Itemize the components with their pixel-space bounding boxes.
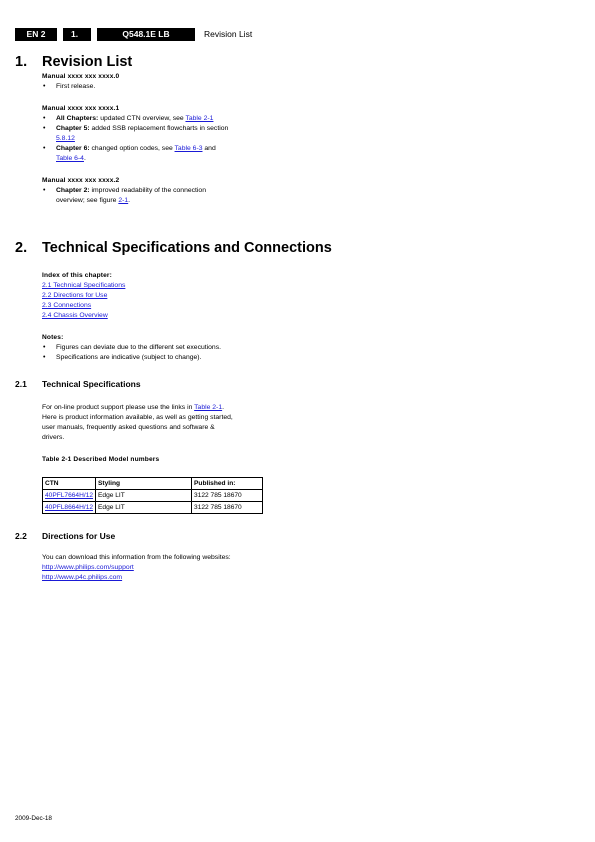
- revision-2-heading: Manual xxxx xxx xxxx.2: [42, 177, 120, 184]
- col-header-styling: Styling: [96, 478, 192, 490]
- page-code: EN 2: [26, 29, 46, 39]
- section-5-8-12-link[interactable]: 5.8.12: [56, 135, 75, 142]
- index-link-2-1[interactable]: 2.1 Technical Specifications: [42, 282, 126, 289]
- table-2-1-link[interactable]: Table 2-1: [194, 404, 223, 411]
- list-item: • First release.: [42, 82, 272, 92]
- table-6-4-link[interactable]: Table 6-4: [56, 155, 84, 162]
- table-cell: Edge LIT: [96, 502, 192, 514]
- figure-2-1-link[interactable]: 2-1: [118, 197, 129, 204]
- list-item: • All Chapters: updated CTN overview, see Table 2-1: [42, 114, 272, 124]
- p4c-philips-link[interactable]: http://www.p4c.philips.com: [42, 574, 123, 581]
- table-caption: Table 2-1 Described Model numbers: [42, 456, 160, 463]
- section1-title: Revision List: [42, 54, 133, 70]
- chapter-number: 1.: [71, 29, 79, 39]
- table-row: [43, 490, 263, 502]
- table-cell: 3122 785 18670: [192, 490, 263, 502]
- list-item: • Chapter 6: changed option codes, see Table 6-3 and Table 6-4.: [42, 144, 272, 164]
- section2-number: 2.: [15, 240, 28, 256]
- notes-heading: Notes:: [42, 334, 64, 341]
- chapter-number-badge: [63, 28, 91, 41]
- model-badge: [97, 28, 195, 41]
- page-code-badge: [15, 28, 57, 41]
- philips-support-link[interactable]: http://www.philips.com/support: [42, 564, 134, 571]
- section22-number: 2.2: [15, 531, 27, 541]
- list-item: • Specifications are indicative (subject to change).: [42, 353, 282, 363]
- index-link-2-4[interactable]: 2.4 Chassis Overview: [42, 312, 108, 319]
- support-paragraph: For on-line product support please use the links in Table 2-1. Here is product information available, as well as getting started, user manuals, frequently asked questions and software & drivers.: [42, 404, 233, 441]
- col-header-ctn: CTN: [43, 478, 96, 490]
- table-6-3-link[interactable]: Table 6-3: [174, 145, 203, 152]
- revision-1-heading: Manual xxxx xxx xxxx.1: [42, 105, 120, 112]
- list-item: • Chapter 5: added SSB replacement flowcharts in section 5.8.12: [42, 124, 272, 144]
- ctn-link[interactable]: 40PFL8664H/12: [45, 504, 94, 511]
- ctn-link[interactable]: 40PFL7664H/12: [45, 492, 94, 499]
- list-item: • Figures can deviate due to the different set executions.: [42, 343, 282, 353]
- header-title: Revision List: [204, 29, 253, 39]
- section22-title: Directions for Use: [42, 531, 116, 541]
- section2-title: Technical Specifications and Connections: [42, 240, 332, 256]
- index-heading: Index of this chapter:: [42, 272, 112, 279]
- section21-title: Technical Specifications: [42, 379, 141, 389]
- chapter-index: [42, 281, 125, 321]
- table-row: [43, 502, 263, 514]
- model-code: Q548.1E LB: [122, 29, 170, 39]
- table-header-row: [43, 478, 263, 490]
- footer-date: 2009-Dec-18: [15, 815, 52, 822]
- section21-number: 2.1: [15, 379, 27, 389]
- table-2-1-link[interactable]: Table 2-1: [185, 115, 214, 122]
- index-link-2-2[interactable]: 2.2 Directions for Use: [42, 292, 108, 299]
- revision-1-list: [42, 114, 272, 164]
- download-paragraph: You can download this information from the following websites: http://www.philips.com/support http://www.p4c.philips.com: [42, 554, 231, 581]
- table-cell: Edge LIT: [96, 490, 192, 502]
- index-link-2-3[interactable]: 2.3 Connections: [42, 302, 92, 309]
- table-cell: 3122 785 18670: [192, 502, 263, 514]
- revision-0-heading: Manual xxxx xxx xxxx.0: [42, 73, 120, 80]
- list-item: • Chapter 2: improved readability of the connection overview; see figure 2-1.: [42, 186, 272, 206]
- revision-0-list: [42, 82, 272, 92]
- notes-list: [42, 343, 282, 363]
- model-numbers-table: [42, 477, 263, 514]
- section1-number: 1.: [15, 54, 28, 70]
- col-header-published: Published in:: [192, 478, 263, 490]
- revision-2-list: [42, 186, 272, 206]
